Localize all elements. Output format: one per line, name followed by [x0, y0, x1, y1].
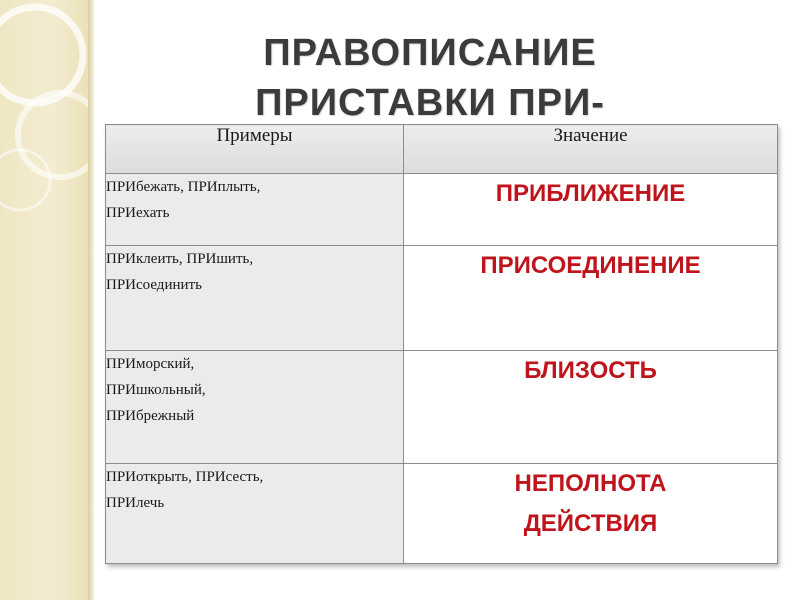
table-row [106, 351, 778, 464]
example-line: ПРИоткрыть, ПРИсесть, [106, 469, 264, 485]
example-line: ПРИехать [106, 205, 170, 221]
meaning-text: ДЕЙСТВИЯ [523, 510, 658, 537]
example-line: ПРИлечь [106, 495, 165, 511]
meaning-text: ПРИБЛИЖЕНИЕ [495, 180, 686, 207]
examples-cell [106, 246, 404, 351]
meaning-text: НЕПОЛНОТА [514, 470, 667, 497]
meaning-cell [404, 464, 778, 564]
table-row [106, 246, 778, 351]
example-line: ПРИклеить, ПРИшить, [106, 251, 254, 267]
examples-cell [106, 464, 404, 564]
example-line: ПРИбежать, ПРИплыть, [106, 179, 261, 195]
table-row [106, 464, 778, 564]
meaning-cell [404, 174, 778, 246]
meaning-text: БЛИЗОСТЬ [524, 357, 657, 384]
header-examples: Примеры [106, 125, 404, 174]
example-line: ПРИсоединить [106, 277, 202, 293]
title-line-1: ПРАВОПИСАНИЕ [263, 32, 597, 74]
meaning-cell [404, 351, 778, 464]
example-line: ПРИбрежный [106, 408, 195, 424]
decorative-circles [0, 0, 88, 600]
example-line: ПРИморский, [106, 356, 195, 372]
meaning-text: ПРИСОЕДИНЕНИЕ [480, 252, 701, 279]
prefix-table [105, 124, 778, 564]
examples-cell [106, 174, 404, 246]
example-line: ПРИшкольный, [106, 382, 206, 398]
examples-cell [106, 351, 404, 464]
side-divider-line [88, 0, 94, 600]
decorative-side-band [0, 0, 88, 600]
slide-title [150, 28, 710, 128]
table-header-row [106, 125, 778, 174]
meaning-cell [404, 246, 778, 351]
title-line-2: ПРИСТАВКИ ПРИ- [255, 82, 605, 124]
header-meaning: Значение [404, 125, 778, 174]
table-row [106, 174, 778, 246]
